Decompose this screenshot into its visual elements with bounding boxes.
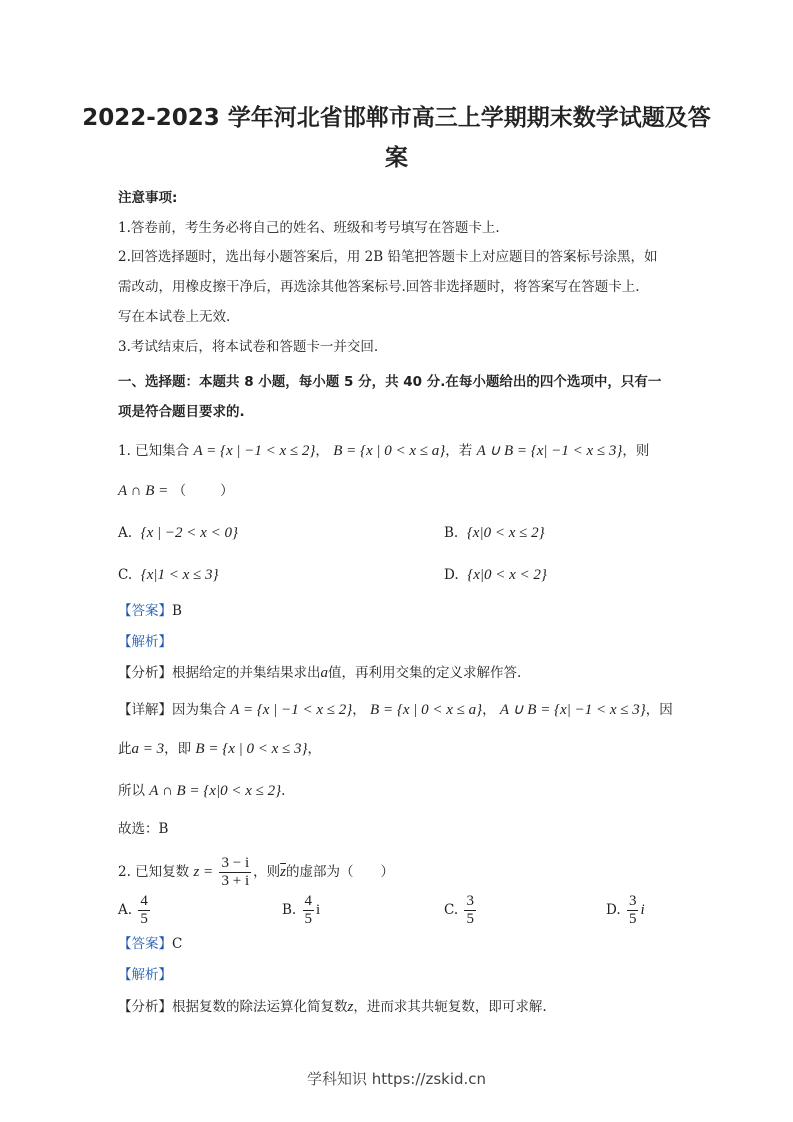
q1-analysis-tag: 【解析】 bbox=[118, 634, 172, 650]
q2-post: 的虚部为（ ） bbox=[285, 864, 394, 880]
fenxi-var: a bbox=[320, 665, 328, 681]
q2-analysis-tag: 【解析】 bbox=[118, 967, 172, 983]
footer-watermark: 学科知识 https://zskid.cn bbox=[306, 1070, 487, 1088]
fenxi-post: 值，再利用交集的定义求解作答. bbox=[328, 665, 522, 681]
detail-text: 此 bbox=[118, 741, 132, 757]
question-1-ask bbox=[118, 480, 234, 502]
detail-sep: ， bbox=[352, 702, 366, 718]
q1-sep1: ， bbox=[315, 443, 329, 459]
set-a-expr: A = {x | −1 < x ≤ 2} bbox=[193, 443, 316, 459]
q2-fenxi bbox=[118, 996, 547, 1018]
fraction-denominator: 3 + i bbox=[221, 873, 250, 889]
fraction-numerator: 3 bbox=[466, 893, 474, 909]
option-text: {x|0 < x < 2} bbox=[467, 567, 547, 583]
option-label: A. bbox=[118, 525, 133, 541]
union-expr: A ∪ B = {x| −1 < x ≤ 3} bbox=[476, 443, 623, 459]
option-label: C. bbox=[118, 567, 133, 583]
detail-text: 所以 bbox=[118, 783, 145, 799]
answer-tag: 【答案】 bbox=[118, 603, 172, 619]
option-label: D. bbox=[606, 902, 621, 918]
paren-close: ） bbox=[220, 483, 234, 499]
detail-sep: ， bbox=[482, 702, 496, 718]
q1-detail-line1 bbox=[118, 699, 673, 721]
detail-tag: 【详解】 bbox=[118, 702, 172, 718]
q1-option-a bbox=[118, 522, 238, 544]
q1-sep2: ，若 bbox=[445, 443, 473, 459]
q1-detail-line2 bbox=[118, 738, 321, 760]
q2-option-d bbox=[606, 890, 645, 930]
question-2-prefix: 2. 已知复数 bbox=[118, 864, 190, 880]
option-label: B. bbox=[444, 525, 459, 541]
fenxi-pre: 根据复数的除法运算化简复数 bbox=[172, 999, 348, 1015]
detail-set-b: B = {x | 0 < x ≤ a} bbox=[370, 702, 483, 718]
fenxi-tag: 【分析】 bbox=[118, 999, 172, 1015]
detail-set-a: A = {x | −1 < x ≤ 2} bbox=[230, 702, 353, 718]
option-suffix: i bbox=[316, 902, 321, 918]
q1-detail-line3 bbox=[118, 780, 285, 802]
q1-option-c bbox=[118, 564, 219, 586]
fenxi-var: z bbox=[347, 999, 354, 1015]
q2-option-b bbox=[282, 890, 320, 930]
detail-text: ，因 bbox=[645, 702, 673, 718]
fraction bbox=[627, 893, 639, 928]
fenxi-pre: 根据给定的并集结果求出 bbox=[172, 665, 321, 681]
paren-open: （ bbox=[172, 483, 187, 499]
set-b-expr: B = {x | 0 < x ≤ a} bbox=[333, 443, 446, 459]
option-label: B. bbox=[282, 902, 297, 918]
intersection-ask: A ∩ B = bbox=[118, 483, 169, 499]
fraction bbox=[464, 893, 476, 928]
fraction bbox=[219, 855, 251, 890]
z-equals: z = bbox=[193, 864, 214, 880]
fraction-numerator: 3 bbox=[628, 893, 637, 909]
option-suffix: i bbox=[640, 902, 645, 918]
notice-item-2c: 写在本试卷上无效. bbox=[118, 309, 231, 325]
detail-text: ，即 bbox=[164, 741, 192, 757]
detail-intersection: A ∩ B = {x|0 < x ≤ 2} bbox=[149, 783, 282, 799]
detail-a-value: a = 3 bbox=[131, 741, 165, 757]
fenxi-post: ，进而求其共轭复数，即可求解. bbox=[353, 999, 547, 1015]
notice-item-3: 3.考试结束后，将本试卷和答题卡一并交回. bbox=[118, 339, 379, 355]
detail-text: 因为集合 bbox=[172, 702, 226, 718]
q1-option-b bbox=[444, 522, 545, 544]
q1-fenxi bbox=[118, 662, 521, 684]
q2-mid: ，则 bbox=[253, 864, 281, 880]
fraction-denominator: 5 bbox=[140, 911, 148, 927]
option-text: {x|1 < x ≤ 3} bbox=[140, 567, 219, 583]
notice-heading: 注意事项: bbox=[118, 190, 178, 206]
page-title-line2: 案 bbox=[385, 145, 408, 171]
fraction-denominator: 5 bbox=[628, 911, 637, 927]
section-heading-1: 一、选择题：本题共 8 小题，每小题 5 分，共 40 分.在每小题给出的四个选项中，只有一 bbox=[118, 374, 662, 390]
fraction-denominator: 5 bbox=[304, 911, 313, 927]
fenxi-tag: 【分析】 bbox=[118, 665, 172, 681]
q1-sep3: ，则 bbox=[622, 443, 650, 459]
notice-item-2b: 需改动，用橡皮擦干净后，再选涂其他答案标号.回答非选择题时，将答案写在答题卡上. bbox=[118, 279, 640, 295]
option-label: A. bbox=[118, 902, 133, 918]
answer-value: C bbox=[172, 936, 183, 952]
fraction-numerator: 4 bbox=[304, 893, 313, 909]
fraction bbox=[303, 893, 315, 928]
notice-item-1: 1.答卷前，考生务必将自己的姓名、班级和考号填写在答题卡上. bbox=[118, 220, 500, 236]
question-1-stem bbox=[118, 440, 649, 462]
page-title-line1: 2022-2023 学年河北省邯郸市高三上学期期末数学试题及答 bbox=[82, 105, 711, 131]
q2-answer bbox=[118, 933, 182, 955]
option-label: C. bbox=[444, 902, 459, 918]
option-text: {x|0 < x ≤ 2} bbox=[466, 525, 545, 541]
question-2-stem bbox=[118, 852, 394, 892]
q1-option-d bbox=[444, 564, 547, 586]
fraction-numerator: 4 bbox=[140, 893, 148, 909]
detail-set-b-result: B = {x | 0 < x ≤ 3} bbox=[195, 741, 308, 757]
detail-text: . bbox=[281, 783, 286, 799]
detail-text: ， bbox=[307, 741, 321, 757]
q1-answer bbox=[118, 600, 182, 622]
fraction-numerator: 3 − i bbox=[221, 855, 250, 871]
section-heading-2: 项是符合题目要求的. bbox=[118, 404, 245, 420]
notice-item-2a: 2.回答选择题时，选出每小题答案后，用 2B 铅笔把答题卡上对应题目的答案标号涂黑，如 bbox=[118, 249, 658, 265]
q2-option-c bbox=[444, 890, 478, 930]
option-text: {x | −2 < x < 0} bbox=[140, 525, 238, 541]
q1-conclusion: 故选：B bbox=[118, 821, 169, 837]
z-conjugate: $\overline{z}$ bbox=[280, 864, 286, 880]
q2-option-a bbox=[118, 890, 152, 930]
question-1-prefix: 1. 已知集合 bbox=[118, 443, 190, 459]
fraction-denominator: 5 bbox=[466, 911, 474, 927]
fraction bbox=[138, 893, 150, 928]
detail-union: A ∪ B = {x| −1 < x ≤ 3} bbox=[499, 702, 646, 718]
answer-tag: 【答案】 bbox=[118, 936, 172, 952]
answer-value: B bbox=[172, 603, 182, 619]
option-label: D. bbox=[444, 567, 459, 583]
